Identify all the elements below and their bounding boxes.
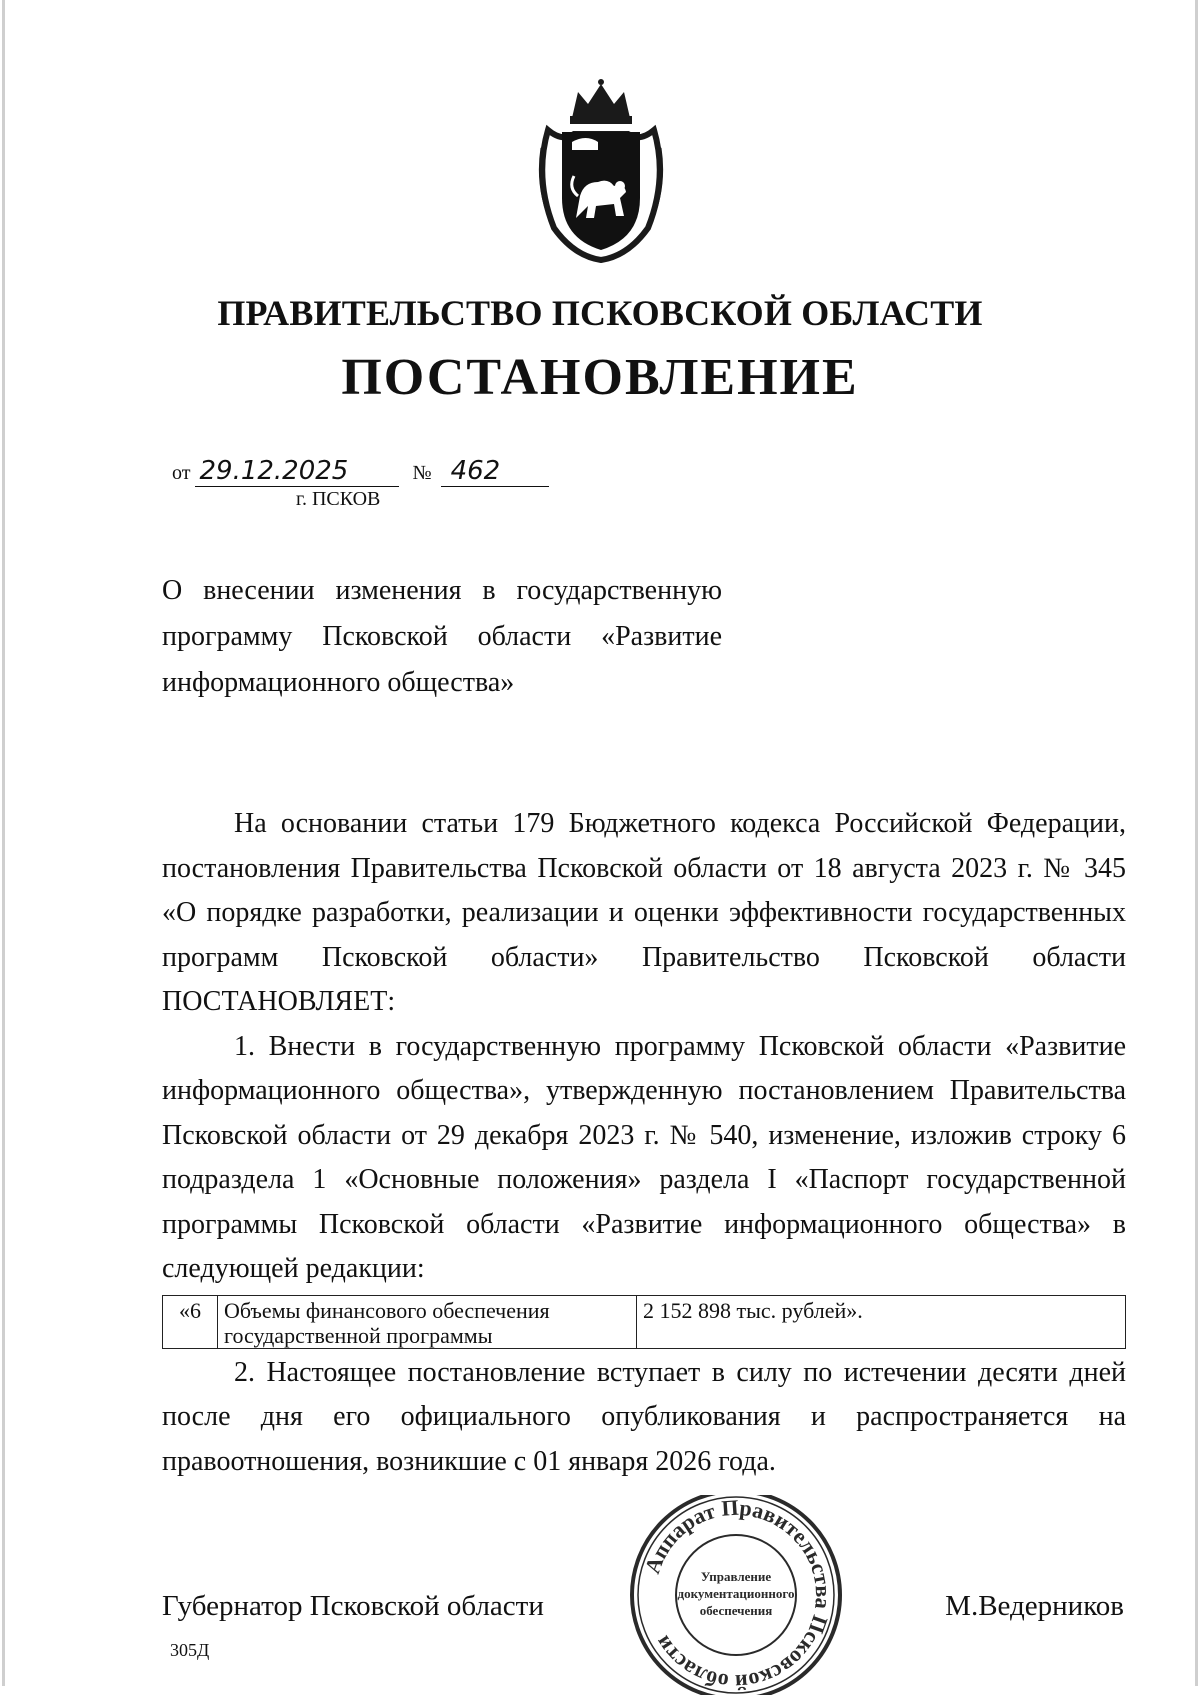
svg-text:Аппарат Правительства Псковско: Аппарат Правительства Псковской области: [639, 1495, 837, 1695]
date-number-line: [172, 456, 549, 487]
document-body: [162, 802, 1126, 1484]
body-paragraph-1: На основании статьи 179 Бюджетного кодекса Российской Федерации, постановления Правительства Псковской области от 18 августа 2023 г. № 345 «О порядке разработки, реализации и оценки эффективности государственных программ Псковской области» Правительство Псковской области ПОСТАНОВЛЯЕТ:: [162, 808, 1126, 1017]
body-paragraph-2: 1. Внести в государственную программу Псковской области «Развитие информационного общества», утвержденную постановлением Правительства Псковской области от 29 декабря 2023 г. № 540, изменение, изложив строку 6 подраздела 1 «Основные положения» раздела I «Паспорт государственной программы Псковской области «Развитие информационного общества» в следующей редакции:: [162, 1030, 1126, 1284]
document-type-title: ПОСТАНОВЛЕНИЕ: [341, 349, 859, 406]
document-subject: О внесении изменения в государственную программу Псковской области «Развитие информационного общества»: [162, 575, 722, 698]
number-prefix: №: [412, 462, 432, 484]
svg-text:обеспечения: обеспечения: [699, 1603, 773, 1618]
organization-title: ПРАВИТЕЛЬСТВО ПСКОВСКОЙ ОБЛАСТИ: [217, 293, 983, 333]
amendment-table: [162, 1295, 1126, 1349]
document-code: 305Д: [170, 1640, 210, 1660]
table-row: [163, 1295, 1126, 1348]
table-row-number: «6: [163, 1295, 218, 1348]
scan-edge-right: [1195, 0, 1198, 1686]
svg-text:документационного: документационного: [677, 1586, 795, 1601]
date-prefix: от: [172, 462, 191, 484]
coat-of-arms-icon: [528, 78, 674, 264]
signatory-name: М.Ведерников: [945, 1590, 1124, 1622]
table-row-value: 2 152 898 тыс. рублей».: [637, 1295, 1126, 1348]
table-row-label: Объемы финансового обеспечения государственной программы: [218, 1295, 637, 1348]
svg-text:Управление: Управление: [700, 1569, 772, 1584]
signatory-position: Губернатор Псковской области: [162, 1590, 544, 1622]
date-value: 29.12.2025: [195, 456, 399, 487]
body-paragraph-3: 2. Настоящее постановление вступает в силу по истечении десяти дней после дня его официального опубликования и распространяется на правоотношения, возникшие с 01 января 2026 года.: [162, 1356, 1126, 1477]
signature-block: [162, 1590, 1124, 1623]
city-label: г. ПСКОВ: [296, 488, 381, 510]
scan-edge-left: [2, 0, 5, 1686]
document-number: 462: [441, 456, 549, 487]
